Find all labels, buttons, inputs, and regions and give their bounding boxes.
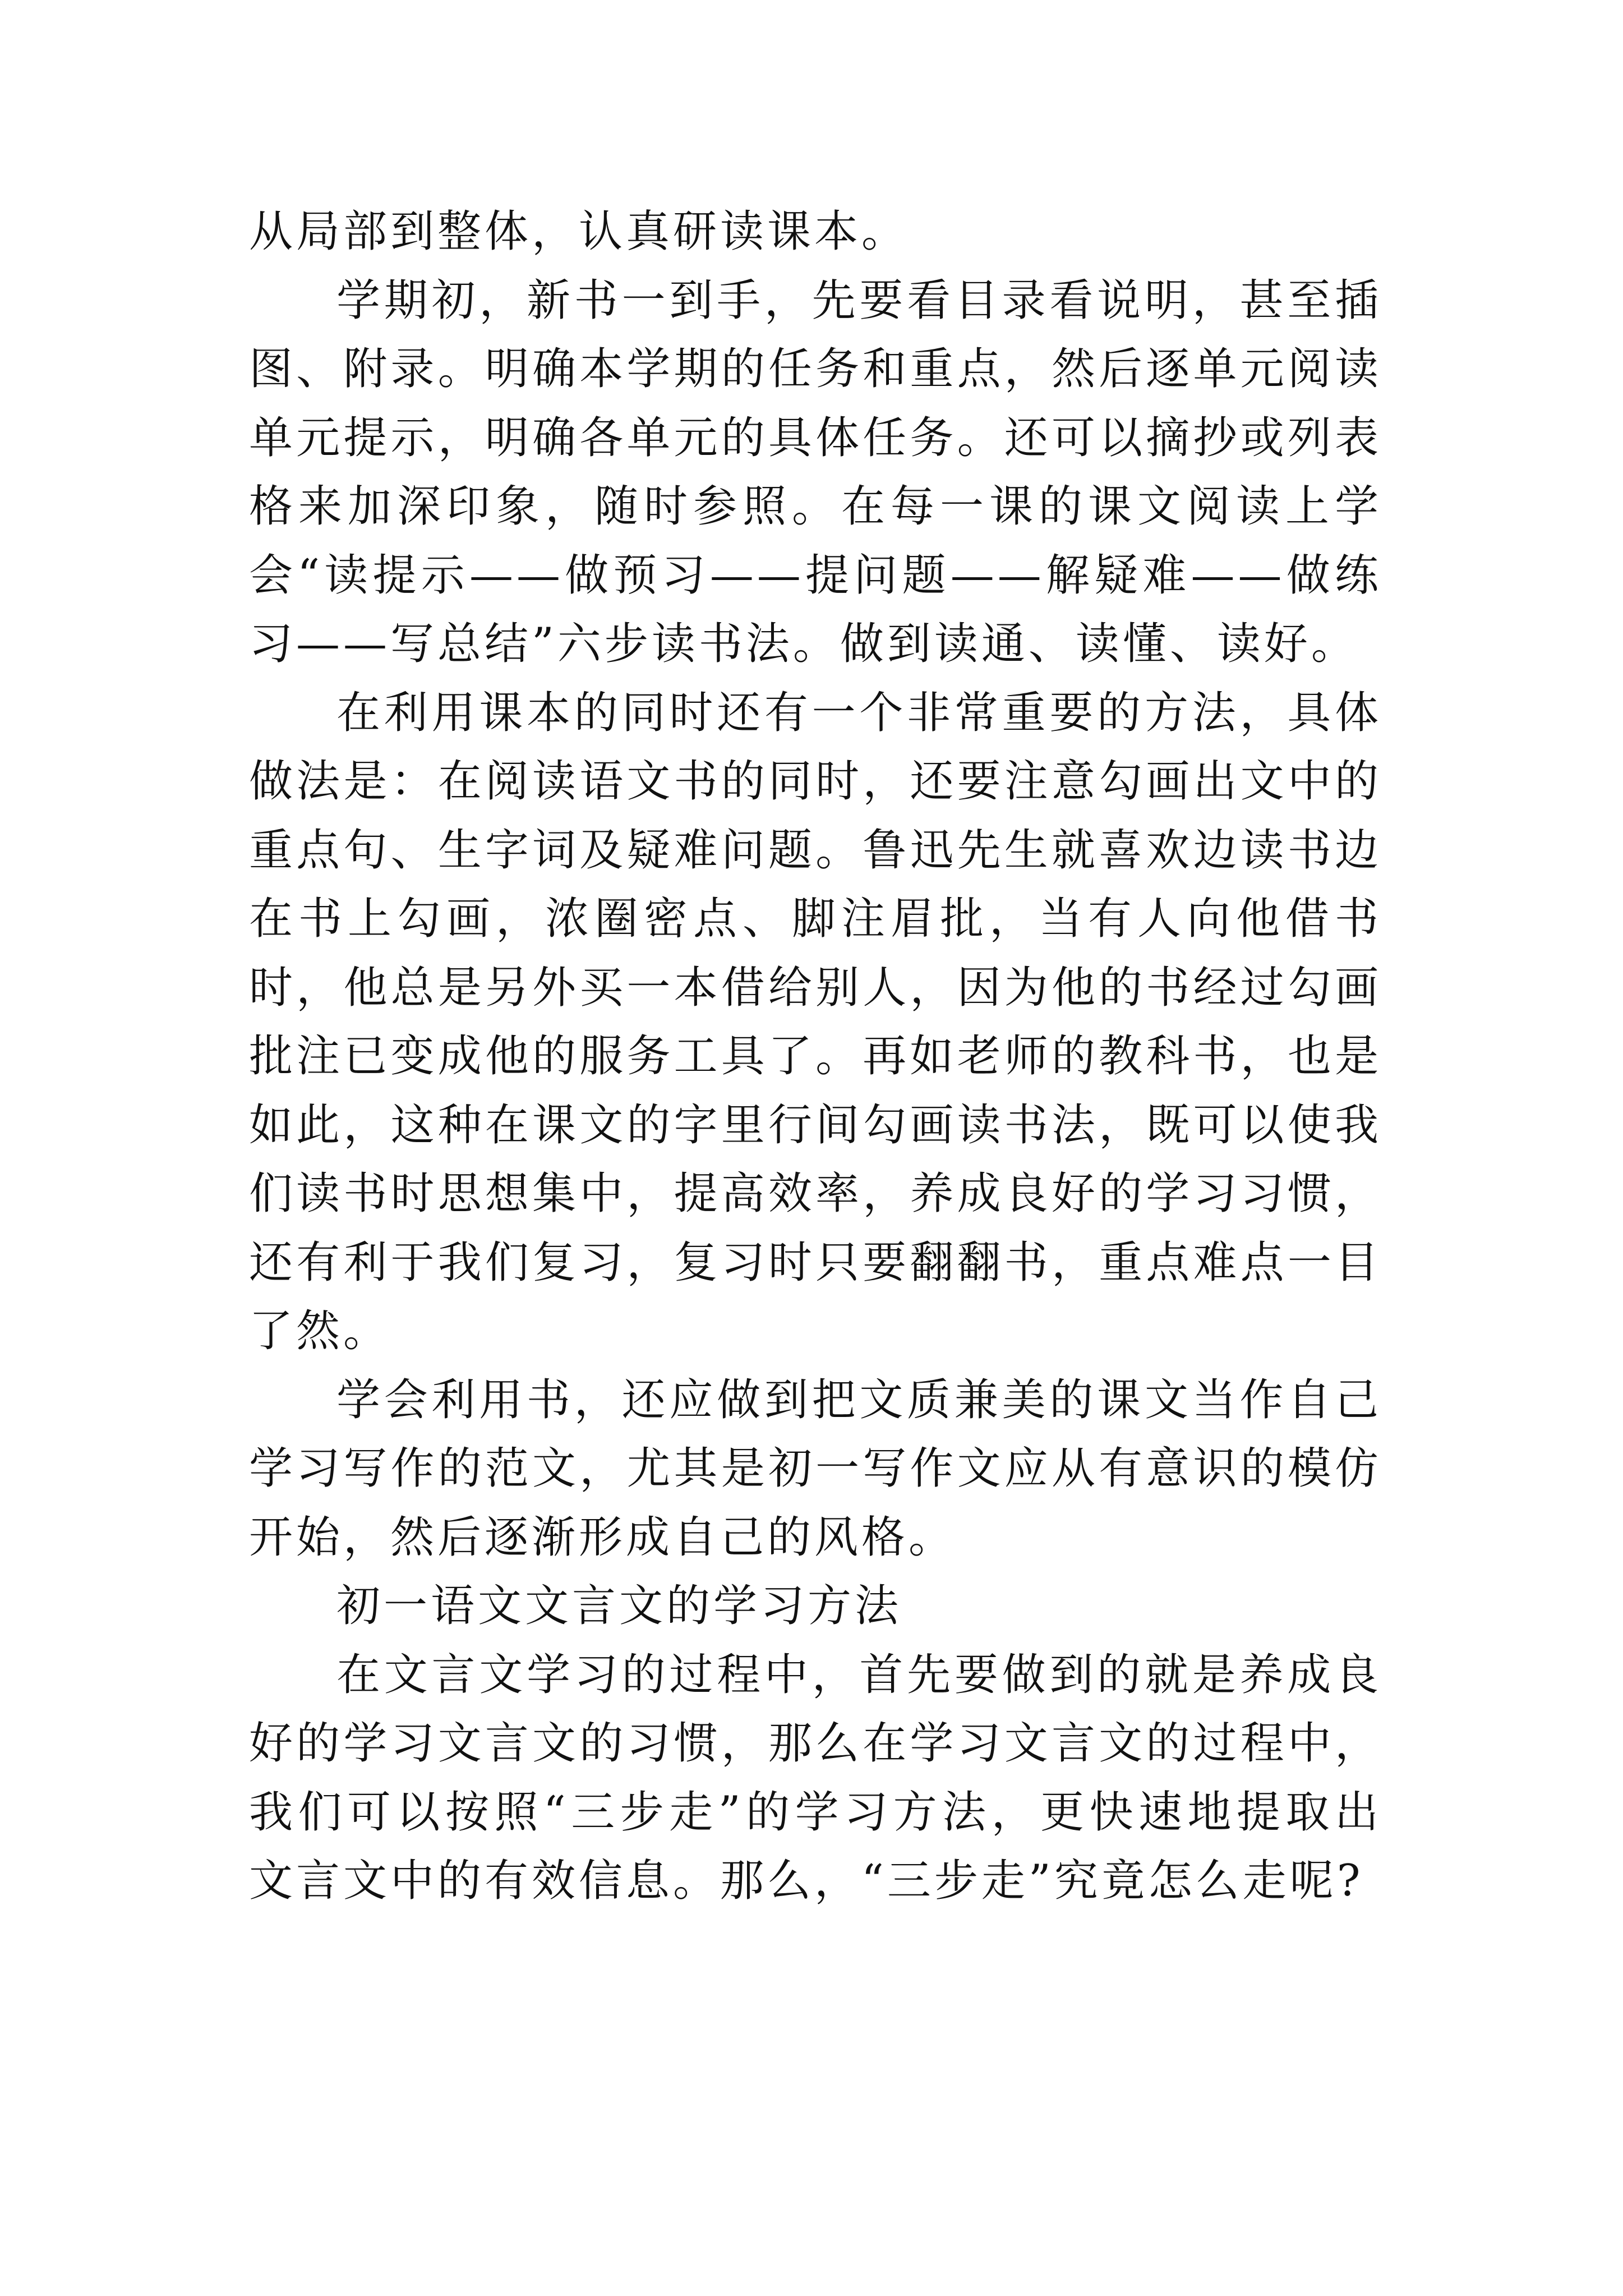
document-body [249, 197, 1382, 1916]
paragraph-1: 从局部到整体，认真研读课本。 [249, 206, 909, 257]
paragraph-5: 在文言文学习的过程中，首先要做到的就是养成良好的学习文言文的习惯，那么在学习文言文的过程中，我们可以按照“三步走”的学习方法，更快速地提取出文言文中的有效信息。那么，“三步走”究竟怎么走呢? [249, 1649, 1382, 1906]
paragraph-4: 学会利用书，还应做到把文质兼美的课文当作自己学习写作的范文，尤其是初一写作文应从有意识的模仿开始，然后逐渐形成自己的风格。 [249, 1374, 1382, 1563]
paragraph-2: 学期初，新书一到手，先要看目录看说明，甚至插图、附录。明确本学期的任务和重点，然后逐单元阅读单元提示，明确各单元的具体任务。还可以摘抄或列表格来加深印象，随时参照。在每一课的课文阅读上学会“读提示——做预习——提问题——解疑难——做练习——写总结”六步读书法。做到读通、读懂、读好。 [249, 275, 1382, 669]
section-heading: 初一语文文言文的学习方法 [336, 1581, 902, 1631]
paragraph-3: 在利用课本的同时还有一个非常重要的方法，具体做法是：在阅读语文书的同时，还要注意勾画出文中的重点句、生字词及疑难问题。鲁迅先生就喜欢边读书边在书上勾画，浓圈密点、脚注眉批，当有人向他借书时，他总是另外买一本借给别人，因为他的书经过勾画批注已变成他的服务工具了。再如老师的教科书，也是如此，这种在课文的字里行间勾画读书法，既可以使我们读书时思想集中，提高效率，养成良好的学习习惯，还有利于我们复习，复习时只要翻翻书，重点难点一目了然。 [249, 687, 1382, 1356]
